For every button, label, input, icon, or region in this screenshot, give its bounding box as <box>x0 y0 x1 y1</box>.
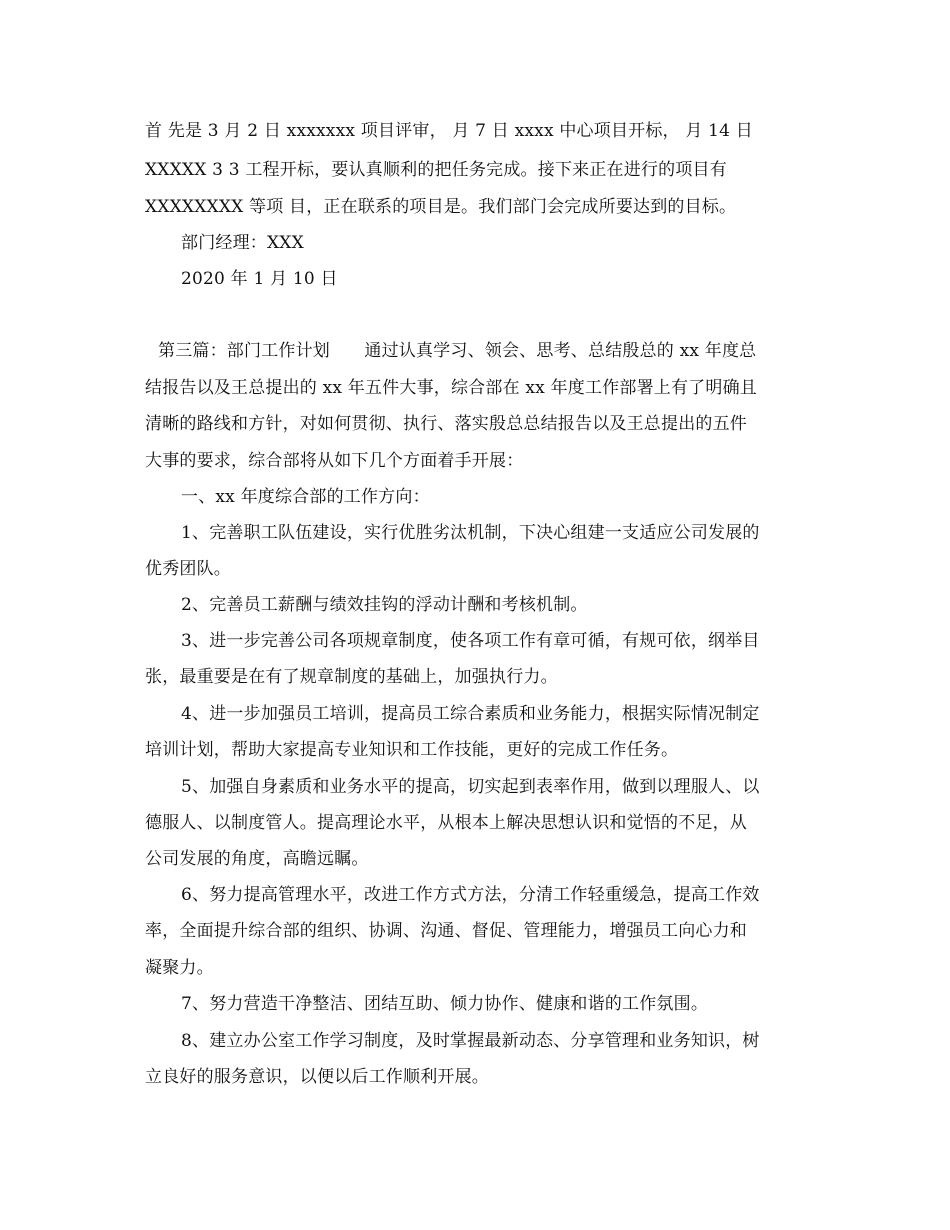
list-item-8-cont: 立良好的服务意识，以便以后工作顺利开展。 <box>145 1067 489 1087</box>
paragraph-line: XXXXXXXX 等项 目，正在联系的项目是。我们部门会完成所要达到的目标。 <box>145 197 737 217</box>
list-item-8: 8、建立办公室工作学习制度，及时掌握最新动态、分享管理和业务知识，树 <box>181 1031 760 1051</box>
list-item-6: 6、努力提高管理水平，改进工作方式方法，分清工作轻重缓急，提高工作效 <box>181 885 760 905</box>
signature-date: 2020 年 1 月 10 日 <box>181 269 338 289</box>
subheading: 一、xx 年度综合部的工作方向： <box>181 487 430 507</box>
paragraph-line: XXXXX 3 3 工程开标，要认真顺利的把任务完成。接下来正在进行的项目有 <box>145 160 727 180</box>
paragraph-line: 清晰的路线和方针，对如何贯彻、执行、落实殷总总结报告以及王总提出的五件 <box>145 414 747 434</box>
paragraph-line: 结报告以及王总提出的 xx 年五件大事，综合部在 xx 年度工作部署上有了明确且 <box>145 378 757 398</box>
list-item-6-cont: 率，全面提升综合部的组织、协调、沟通、督促、管理能力，增强员工向心力和 <box>145 921 747 941</box>
paragraph-line: 首 先是 3 月 2 日 xxxxxxx 项目评审， 月 7 日 xxxx 中心项目开标， 月 14 日 <box>145 121 753 141</box>
section-heading-line: 第三篇：部门工作计划 通过认真学习、领会、思考、总结殷总的 xx 年度总 <box>158 341 757 361</box>
list-item-1: 1、完善职工队伍建设，实行优胜劣汰机制，下决心组建一支适应公司发展的 <box>181 523 760 543</box>
list-item-7: 7、努力营造干净整洁、团结互助、倾力协作、健康和谐的工作氛围。 <box>181 994 709 1014</box>
list-item-6-cont: 凝聚力。 <box>145 958 214 978</box>
list-item-3-cont: 张，最重要是在有了规章制度的基础上，加强执行力。 <box>145 667 558 687</box>
list-item-5-cont: 公司发展的角度，高瞻远瞩。 <box>145 849 369 869</box>
list-item-5: 5、加强自身素质和业务水平的提高，切实起到表率作用，做到以理服人、以 <box>181 777 760 797</box>
list-item-2: 2、完善员工薪酬与绩效挂钩的浮动计酬和考核机制。 <box>181 595 588 615</box>
paragraph-line: 大事的要求，综合部将从如下几个方面着手开展： <box>145 451 524 471</box>
list-item-1-cont: 优秀团队。 <box>145 559 231 579</box>
list-item-4: 4、进一步加强员工培训，提高员工综合素质和业务能力，根据实际情况制定 <box>181 704 760 724</box>
list-item-4-cont: 培训计划，帮助大家提高专业知识和工作技能，更好的完成工作任务。 <box>145 740 679 760</box>
list-item-5-cont: 德服人、以制度管人。提高理论水平，从根本上解决思想认识和觉悟的不足，从 <box>145 813 747 833</box>
list-item-3: 3、进一步完善公司各项规章制度，使各项工作有章可循，有规可依，纲举目 <box>181 631 760 651</box>
signature-manager: 部门经理：XXX <box>181 233 304 253</box>
